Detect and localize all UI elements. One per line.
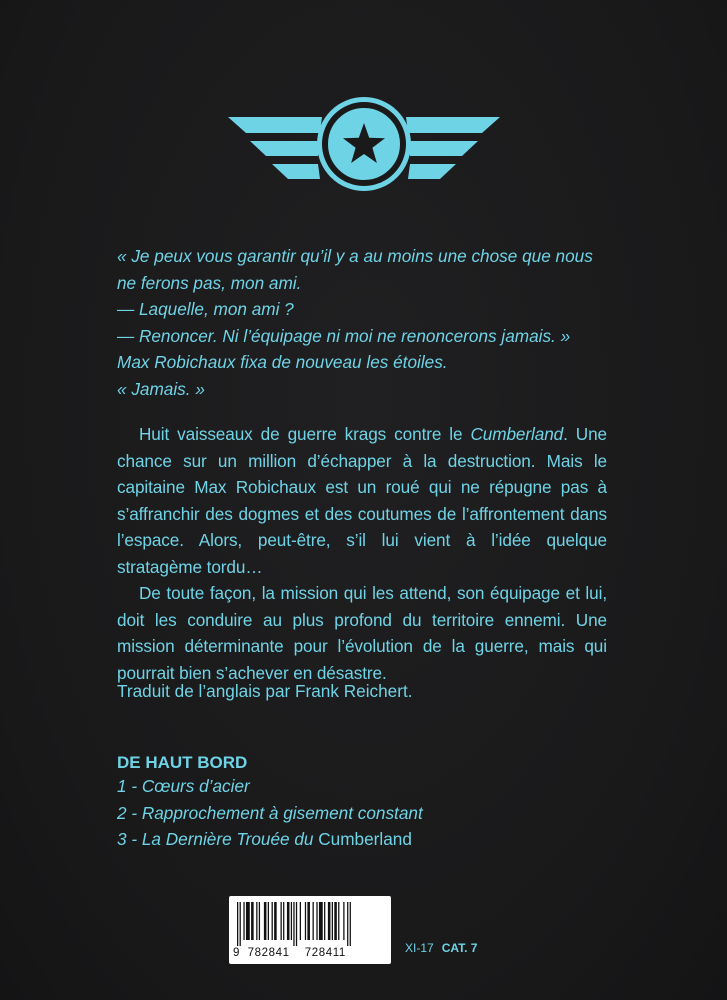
barcode-digits: 9 782841 728411: [233, 947, 346, 959]
quote-line: ne ferons pas, mon ami.: [117, 272, 302, 293]
catalog-info: [405, 941, 477, 955]
barcode-bar: [296, 902, 297, 946]
series-book-1: 1 - Cœurs d’acier: [117, 776, 250, 796]
isbn-barcode: [229, 896, 391, 964]
barcode-bar: [246, 902, 250, 940]
series-book-list: [117, 773, 607, 853]
barcode-bar: [243, 902, 244, 940]
barcode-bar: [343, 902, 344, 940]
ship-name: Cumberland: [318, 829, 412, 849]
barcode-bar: [274, 902, 277, 940]
barcode-bar: [251, 902, 254, 940]
quote-line: « Je peux vous garantir qu’il y a au moins une chose que nous: [117, 246, 593, 266]
barcode-bar: [313, 902, 314, 940]
barcode-bar: [264, 902, 267, 940]
barcode-bar: [305, 902, 306, 940]
synopsis-paragraph-2: De toute façon, la mission qui les attend, son équipage et lui, doit les conduire au plus profond du territoire ennemi. Une mission déterminante pour l’évolution de la guerre, mais qui pourrait bien s’achever en désastre.: [117, 583, 607, 683]
barcode-bar: [268, 902, 269, 940]
barcode-bars: [237, 902, 383, 946]
barcode-bar: [316, 902, 317, 940]
synopsis-paragraph-1: Huit vaisseaux de guerre krags contre le Cumberland. Une chance sur un million d’échapper à la destruction. Mais le capitaine Max Robichaux est un roué qui ne répugne pas à s’affranchir des dogmes et des coutumes de l’affrontement dans l’espace. Alors, peut-être, s’il lui vient à l’idée quelque stratagème tordu…: [117, 424, 608, 577]
quote-line: Max Robichaux fixa de nouveau les étoiles.: [117, 352, 448, 372]
barcode-bar: [293, 902, 294, 946]
barcode-bar: [256, 902, 257, 940]
barcode-bar: [350, 902, 351, 946]
winged-star-emblem-icon: [226, 93, 502, 195]
barcode-bar: [328, 902, 331, 940]
barcode-bar: [237, 902, 238, 946]
barcode-bar: [283, 902, 284, 940]
barcode-bar: [291, 902, 292, 940]
date-code: XI-17: [405, 941, 434, 955]
barcode-bar: [300, 902, 301, 940]
ship-name: Cumberland: [470, 424, 564, 444]
barcode-bar: [324, 902, 325, 940]
barcode-bar: [259, 902, 260, 940]
quote-line: « Jamais. »: [117, 378, 205, 399]
barcode-bar: [334, 902, 337, 940]
quote-line: — Laquelle, mon ami ?: [117, 299, 294, 319]
quote-line: — Renoncer. Ni l’équipage ni moi ne renoncerons jamais. »: [117, 325, 571, 346]
barcode-bar: [281, 902, 282, 940]
barcode-bar: [272, 902, 273, 940]
barcode-bar: [332, 902, 333, 940]
opening-quote: [117, 243, 607, 402]
translator-credit: Traduit de l’anglais par Frank Reichert.: [117, 681, 413, 701]
synopsis: [117, 421, 607, 686]
series-book-3: 3 - La Dernière Trouée du Cumberland: [117, 829, 412, 849]
barcode-bar: [287, 902, 290, 940]
barcode-bar: [240, 902, 241, 946]
category-code: CAT. 7: [441, 941, 478, 955]
barcode-bar: [347, 902, 348, 946]
barcode-bar: [307, 902, 310, 940]
series-book-2: 2 - Rapprochement à gisement constant: [117, 802, 423, 823]
barcode-bar: [338, 902, 339, 940]
series-title: DE HAUT BORD: [117, 753, 248, 772]
barcode-bar: [319, 902, 323, 940]
